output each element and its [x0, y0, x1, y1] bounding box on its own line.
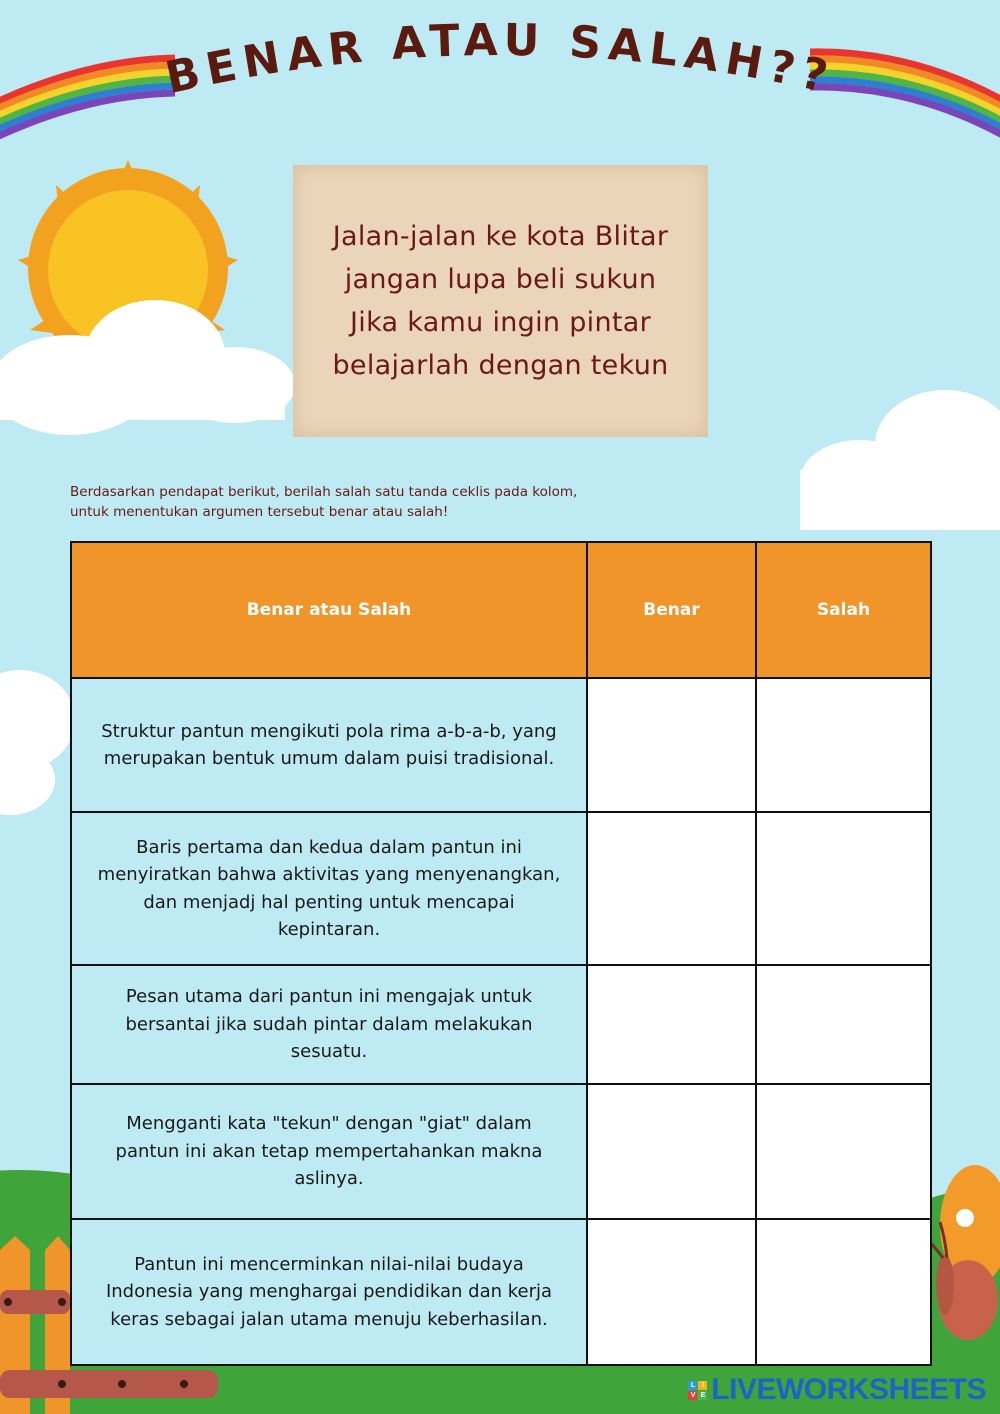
liveworksheets-logo[interactable]: [688, 1373, 986, 1407]
poem-line: belajarlah dengan tekun: [332, 350, 669, 381]
cloud-right-icon: [800, 390, 1000, 530]
salah-checkbox[interactable]: [756, 812, 931, 965]
page-title: BENAR ATAU SALAH??: [161, 14, 839, 105]
benar-checkbox[interactable]: [587, 1084, 756, 1219]
benar-checkbox[interactable]: [587, 965, 756, 1084]
cloud-left-icon: [0, 670, 75, 815]
benar-checkbox[interactable]: [587, 812, 756, 965]
salah-checkbox[interactable]: [756, 965, 931, 1084]
benar-checkbox[interactable]: [587, 678, 756, 812]
statement-cell: Mengganti kata "tekun" dengan "giat" dalam pantun ini akan tetap mempertahankan makna aslinya.: [71, 1084, 587, 1219]
table-row: [71, 812, 931, 965]
table-header-row: [71, 542, 931, 678]
true-false-table: [70, 541, 932, 1366]
statement-cell: Baris pertama dan kedua dalam pantun ini menyiratkan bahwa aktivitas yang menyenangkan, dan menjadj hal penting untuk mencapai kepintaran.: [71, 812, 587, 965]
statement-cell: Pesan utama dari pantun ini mengajak untuk bersantai jika sudah pintar dalam melakukan sesuatu.: [71, 965, 587, 1084]
table-row: [71, 1084, 931, 1219]
header-benar: Benar: [587, 542, 756, 678]
statement-cell: Struktur pantun mengikuti pola rima a-b-a-b, yang merupakan bentuk umum dalam puisi tradisional.: [71, 678, 587, 812]
salah-checkbox[interactable]: [756, 1084, 931, 1219]
poem-card: [293, 165, 708, 437]
table-row: [71, 1219, 931, 1365]
header-salah: Salah: [756, 542, 931, 678]
poem-line: Jika kamu ingin pintar: [350, 307, 651, 338]
table-row: [71, 678, 931, 812]
header-statement: Benar atau Salah: [71, 542, 587, 678]
title-banner: [0, 0, 1000, 140]
instructions-line: untuk menentukan argumen tersebut benar atau salah!: [70, 504, 449, 520]
benar-checkbox[interactable]: [587, 1219, 756, 1365]
poem-line: jangan lupa beli sukun: [344, 264, 657, 295]
salah-checkbox[interactable]: [756, 678, 931, 812]
instructions-line: Berdasarkan pendapat berikut, berilah salah satu tanda ceklis pada kolom,: [70, 484, 578, 500]
brand-name: LIVEWORKSHEETS: [711, 1373, 986, 1406]
poem-line: Jalan-jalan ke kota Blitar: [332, 221, 669, 252]
instructions: [70, 482, 690, 522]
statement-cell: Pantun ini mencerminkan nilai-nilai budaya Indonesia yang menghargai pendidikan dan kerja keras sebagai jalan utama menuju keberhasilan.: [71, 1219, 587, 1365]
salah-checkbox[interactable]: [756, 1219, 931, 1365]
liveworksheets-logo-icon: L I V E: [688, 1381, 707, 1400]
table-row: [71, 965, 931, 1084]
